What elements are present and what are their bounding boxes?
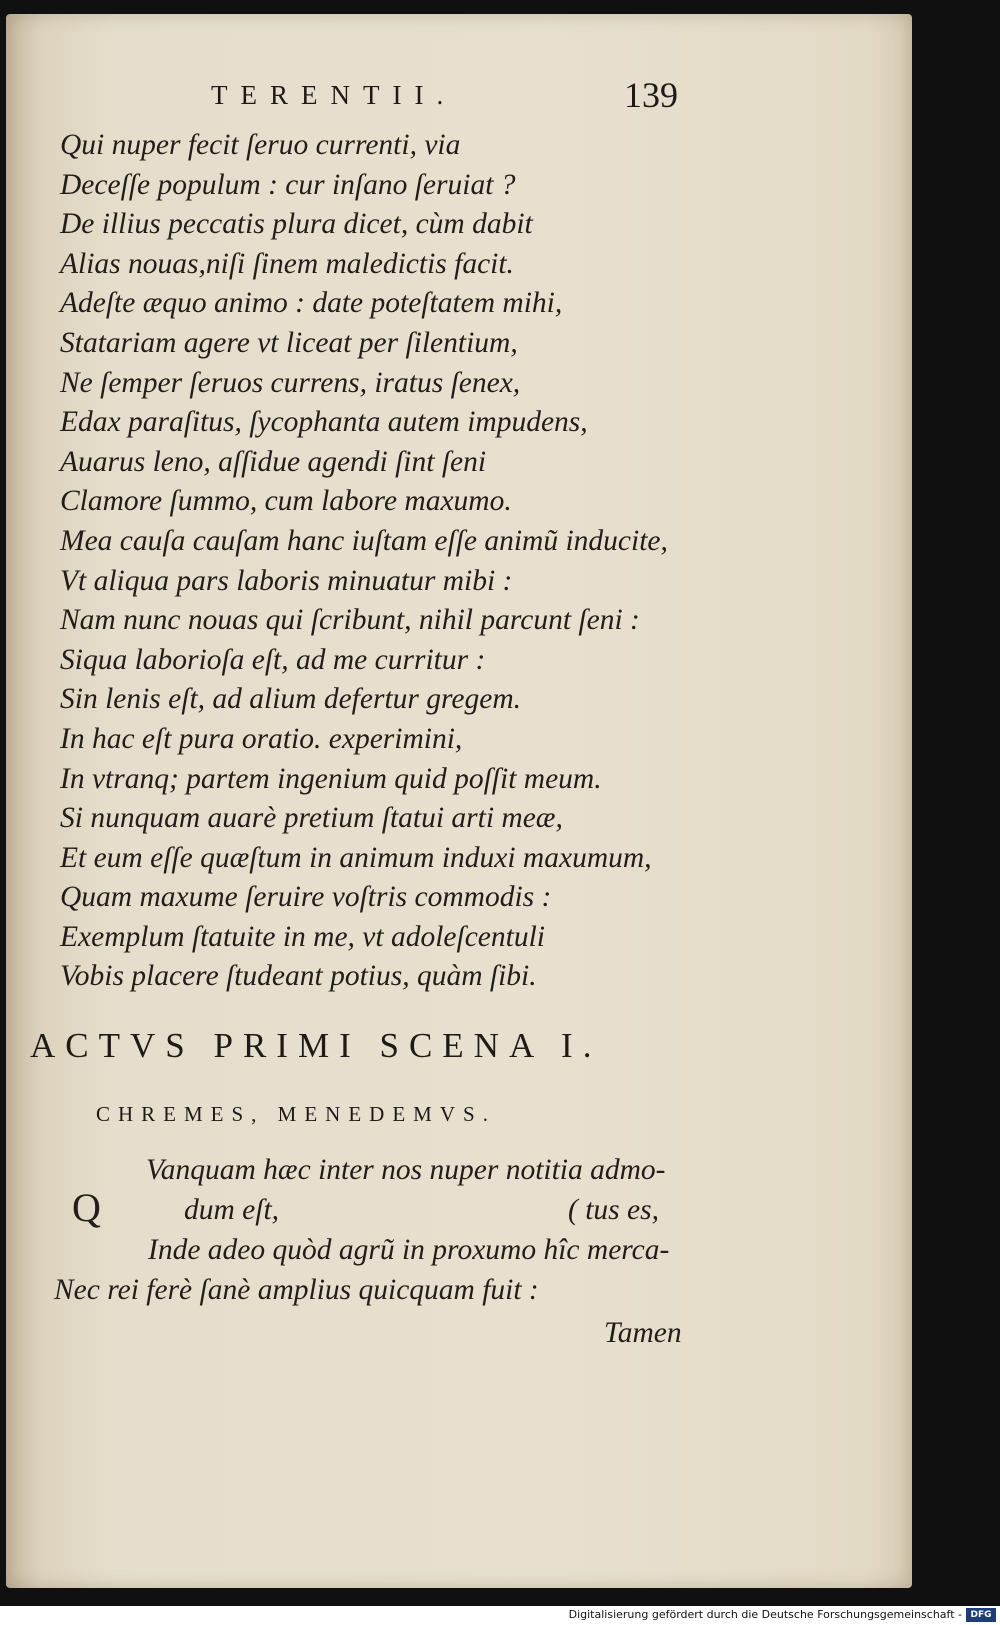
verse-line: Ne ſemper ſeruos currens, iratus ſenex,	[60, 366, 521, 399]
verse-line: In vtranq; partem ingenium quid poſſit meum.	[60, 762, 602, 795]
digitization-credit: Digitalisierung gefördert durch die Deutsche Forschungsgemeinschaft -	[568, 1608, 962, 1621]
drop-cap: Q	[72, 1185, 101, 1230]
dfg-logo-icon: DFG	[966, 1608, 996, 1622]
verse-line: Et eum eſſe quæſtum in animum induxi maxumum,	[60, 841, 652, 874]
scene-line: ( tus es,	[568, 1194, 659, 1226]
verse-line: Auarus leno, aſſidue agendi ſint ſeni	[60, 445, 487, 478]
verse-line: Sin lenis eſt, ad alium defertur gregem.	[60, 683, 522, 716]
verse-line: Deceſſe populum : cur inſano ſeruiat ?	[60, 168, 516, 201]
verse-line: Qui nuper fecit ſeruo currenti, via	[60, 129, 461, 161]
character-list: CHREMES, MENEDEMVS.	[96, 1102, 496, 1126]
verse-line: Adeſte æquo animo : date poteſtatem mihi,	[60, 287, 563, 320]
verse-line: Edax paraſitus, ſycophanta autem impudens,	[60, 406, 588, 439]
scene-opening	[6, 1154, 912, 1354]
verse-line: Si nunquam auarè pretium ſtatui arti meæ,	[60, 802, 563, 835]
verse-line: De illius peccatis plura dicet, cùm dabit	[60, 208, 533, 241]
book-page	[6, 14, 912, 1588]
verse-line: In hac eſt pura oratio. experimini,	[60, 722, 463, 755]
verse-line: Statariam agere vt liceat per ſilentium,	[60, 326, 518, 359]
verse-line: Mea cauſa cauſam hanc iuſtam eſſe animũ inducite,	[60, 524, 668, 557]
running-head: TERENTII.	[211, 80, 457, 110]
page-header	[6, 75, 912, 120]
verse-line: Siqua laborioſa eſt, ad me curritur :	[60, 643, 486, 676]
scene-line: Vanquam hæc inter nos nuper notitia admo-	[146, 1154, 666, 1186]
verse-line: Alias nouas,niſi ſinem maledictis facit.	[60, 247, 514, 280]
verse-line: Vobis placere ſtudeant potius, quàm ſibi.	[60, 960, 537, 993]
verse-line: Quam maxume ſeruire voſtris commodis :	[60, 881, 552, 914]
prologue-verse	[60, 126, 720, 997]
scene-line: Nec rei ferè ſanè amplius quicquam fuit :	[54, 1274, 539, 1306]
scene-line: Inde adeo quòd agrũ in proxumo hîc merca-	[148, 1234, 670, 1266]
digitization-credit-bar	[0, 1606, 1000, 1625]
verse-line: Clamore ſummo, cum labore maxumo.	[60, 485, 512, 518]
scene-line: dum eſt,	[184, 1194, 280, 1226]
verse-line: Vt aliqua pars laboris minuatur mibi :	[60, 564, 513, 597]
catchword: Tamen	[604, 1317, 682, 1349]
page-number: 139	[624, 75, 678, 115]
verse-line: Exemplum ſtatuite in me, vt adoleſcentuli	[60, 920, 545, 953]
act-heading: ACTVS PRIMI SCENA I.	[30, 1026, 602, 1065]
verse-line: Nam nunc nouas qui ſcribunt, nihil parcunt ſeni :	[60, 604, 640, 637]
